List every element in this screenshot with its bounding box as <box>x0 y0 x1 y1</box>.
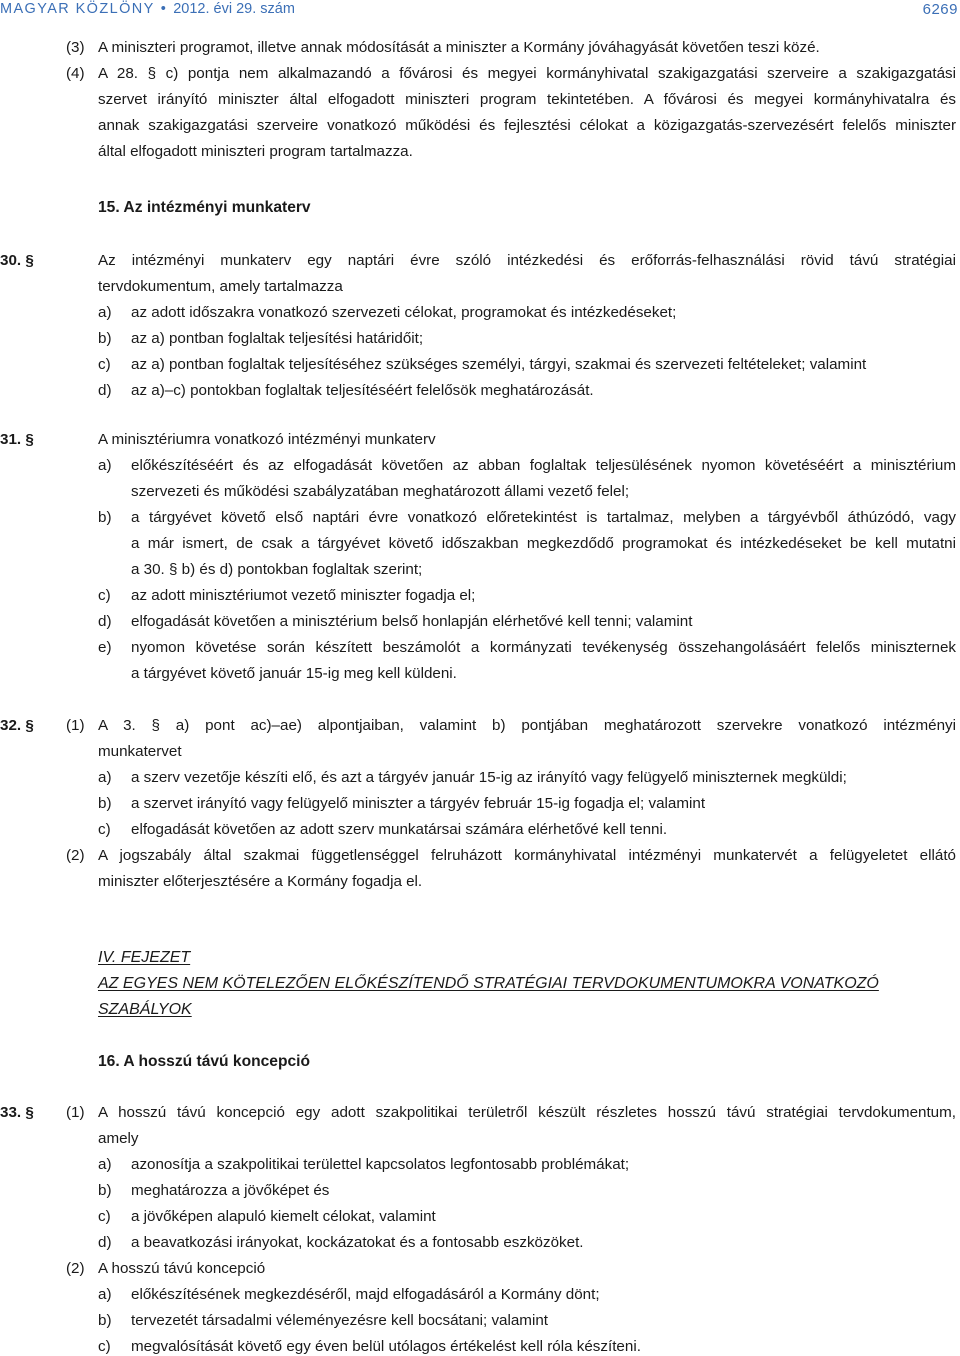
item-text: előkészítéséért és az elfogadását követően az abban foglaltak teljesülésének nyomon követéséért a minisztérium <box>131 457 956 474</box>
item-letter: c) <box>98 1208 111 1225</box>
item-text: az adott minisztériumot vezető miniszter fogadja el; <box>131 587 476 604</box>
article-text: tervdokumentum, amely tartalmazza <box>98 278 343 295</box>
item-text: azonosítja a szakpolitikai területtel kapcsolatos legfontosabb problémákat; <box>131 1156 630 1173</box>
item-letter: a) <box>98 1286 112 1303</box>
item-letter: a) <box>98 1156 112 1173</box>
para-text: szervet irányító miniszter által elfogadott miniszteri program tekintetében. A fővárosi és megyei kormányhivatalra és <box>98 91 956 108</box>
article-number: 33. § <box>0 1104 34 1121</box>
para-number: (4) <box>66 65 85 82</box>
item-text: a beavatkozási irányokat, kockázatokat és a fontosabb eszközöket. <box>131 1234 584 1251</box>
publication-name: MAGYAR KÖZLÖNY <box>0 1 155 17</box>
para-number: (2) <box>66 847 85 864</box>
item-letter: c) <box>98 1338 111 1355</box>
item-text: meghatározza a jövőképet és <box>131 1182 330 1199</box>
item-letter: c) <box>98 587 111 604</box>
para-number: (2) <box>66 1260 85 1277</box>
item-text: megvalósítását követő egy éven belül utólagos értékelést kell róla készíteni. <box>131 1338 641 1355</box>
para-number: (3) <box>66 39 85 56</box>
item-letter: e) <box>98 639 112 656</box>
item-text: a 30. § b) és d) pontokban foglaltak szerint; <box>131 561 423 578</box>
item-letter: d) <box>98 382 112 399</box>
para-number: (1) <box>66 717 85 734</box>
item-text: nyomon követése során készített beszámolót a kormányzati tevékenység összehangolásáért felelős miniszternek <box>131 639 956 656</box>
page-header <box>0 0 960 24</box>
chapter-title: IV. FEJEZET <box>98 949 191 966</box>
item-text: a szervet irányító vagy felügyelő miniszter a tárgyév február 15-ig fogadja el; valamint <box>131 795 706 812</box>
item-letter: b) <box>98 1312 112 1329</box>
para-text: által elfogadott miniszteri program tartalmazza. <box>98 143 413 160</box>
item-text: az adott időszakra vonatkozó szervezeti célokat, programokat és intézkedéseket; <box>131 304 677 321</box>
item-text: az a) pontban foglaltak teljesítéséhez szükséges személyi, tárgyi, szakmai és szervezeti feltételeket; valamint <box>131 356 867 373</box>
bullet-separator: • <box>160 1 168 17</box>
para-text: A hosszú távú koncepció <box>98 1260 266 1277</box>
item-text: elfogadását követően az adott szerv munkatársai számára elérhetővé kell tenni. <box>131 821 668 838</box>
page-number: 6269 <box>922 1 958 18</box>
para-text: A 28. § c) pontja nem alkalmazandó a fővárosi és megyei kormányhivatal szakigazgatási szerveire a szakigazgatási <box>98 65 956 82</box>
para-text: amely <box>98 1130 139 1147</box>
item-letter: c) <box>98 821 111 838</box>
para-text: munkatervet <box>98 743 182 760</box>
section-heading: 15. Az intézményi munkaterv <box>98 199 311 216</box>
item-letter: a) <box>98 457 112 474</box>
header-left <box>0 1 295 17</box>
item-letter: a) <box>98 304 112 321</box>
item-letter: b) <box>98 795 112 812</box>
para-number: (1) <box>66 1104 85 1121</box>
item-text: a már ismert, de csak a tárgyévet követő időszakban megkezdődő programokat és intézkedéseket be kell mutatni <box>131 535 956 552</box>
section-heading: 16. A hosszú távú koncepció <box>98 1053 311 1070</box>
item-text: az a) pontban foglaltak teljesítési határidőit; <box>131 330 424 347</box>
item-letter: b) <box>98 1182 112 1199</box>
article-number: 31. § <box>0 431 34 448</box>
para-text: A 3. § a) pont ac)–ae) alpontjaiban, valamint b) pontjában meghatározott szervekre vonatkozó intézményi <box>98 717 956 734</box>
para-text: A miniszteri programot, illetve annak módosítását a miniszter a Kormány jóváhagyását követően teszi közé. <box>98 39 820 56</box>
issue-label: 2012. évi 29. szám <box>173 1 295 17</box>
item-text: előkészítésének megkezdéséről, majd elfogadásáról a Kormány dönt; <box>131 1286 600 1303</box>
item-text: a szerv vezetője készíti elő, és azt a tárgyév január 15-ig az irányító vagy felügyelő miniszternek megküldi; <box>131 769 847 786</box>
para-text: miniszter előterjesztésére a Kormány fogadja el. <box>98 873 423 890</box>
item-letter: d) <box>98 1234 112 1251</box>
para-text: A jogszabály által szakmai függetlenséggel felruházott kormányhivatal intézményi munkatervét a felügyeletet ellátó <box>98 847 956 864</box>
item-text: a tárgyévet követő január 15-ig meg kell küldeni. <box>131 665 457 682</box>
article-text: Az intézményi munkaterv egy naptári évre szóló intézkedési és erőforrás-felhasználási rövid távú stratégiai <box>98 252 956 269</box>
article-number: 30. § <box>0 252 34 269</box>
item-text: szervezeti és működési szabályzatában meghatározott állami vezető felel; <box>131 483 630 500</box>
article-text: A minisztériumra vonatkozó intézményi munkaterv <box>98 431 436 448</box>
para-text: A hosszú távú koncepció egy adott szakpolitikai területről készült részletes hosszú távú stratégiai tervdokumentum, <box>98 1104 956 1121</box>
item-text: elfogadását követően a minisztérium belső honlapján elérhetővé kell tenni; valamint <box>131 613 693 630</box>
item-letter: d) <box>98 613 112 630</box>
item-text: a tárgyévet követő első naptári évre vonatkozó előretekintést is tartalmaz, melyben a tárgyévből áthúzódó, vagy <box>131 509 956 526</box>
item-letter: a) <box>98 769 112 786</box>
chapter-subtitle: AZ EGYES NEM KÖTELEZŐEN ELŐKÉSZÍTENDŐ STRATÉGIAI TERVDOKUMENTUMOKRA VONATKOZÓ <box>98 975 879 992</box>
item-text: a jövőképen alapuló kiemelt célokat, valamint <box>131 1208 436 1225</box>
item-letter: b) <box>98 330 112 347</box>
item-text: tervezetét társadalmi véleményezésre kell bocsátani; valamint <box>131 1312 549 1329</box>
item-text: az a)–c) pontokban foglaltak teljesítéséért felelősök meghatározását. <box>131 382 594 399</box>
para-text: annak szakigazgatási szerveire vonatkozó működési és fejlesztési célokat a közigazgatás-szervezésért felelős miniszter <box>98 117 956 134</box>
item-letter: b) <box>98 509 112 526</box>
item-letter: c) <box>98 356 111 373</box>
article-number: 32. § <box>0 717 34 734</box>
chapter-subtitle: SZABÁLYOK <box>98 1001 192 1018</box>
